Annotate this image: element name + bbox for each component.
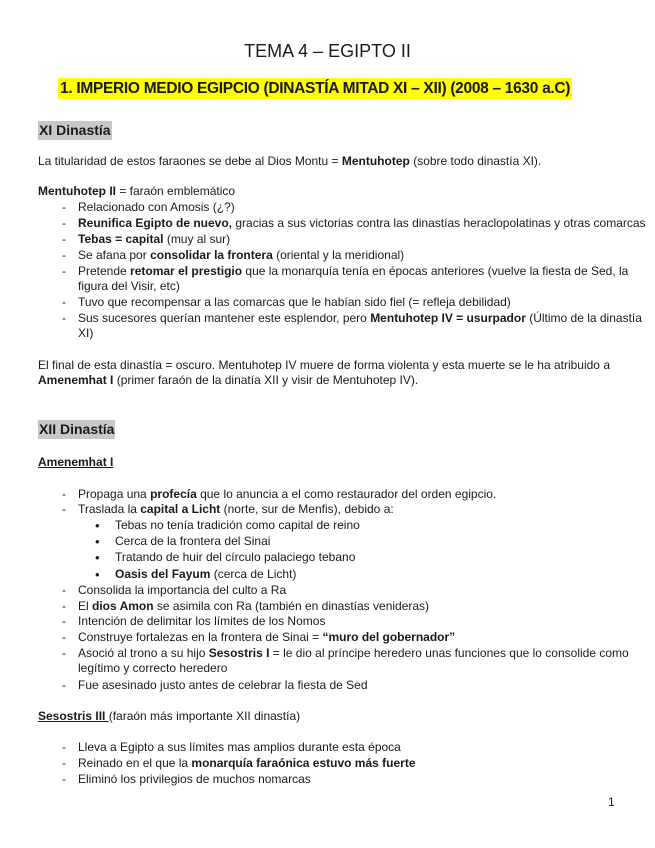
bullet-marker: • <box>95 550 100 565</box>
bullet-marker: • <box>95 567 100 582</box>
list-item: Propaga una profecía que lo anuncia a el como restaurador del orden egipcio. <box>78 487 497 501</box>
dash-marker: - <box>62 756 66 770</box>
dash-marker: - <box>62 630 66 644</box>
dash-marker: - <box>62 614 66 628</box>
dash-marker: - <box>62 232 66 246</box>
sesostris-iii-line: Sesostris III (faraón más importante XII dinastía) <box>38 709 301 723</box>
dash-marker: - <box>62 583 66 597</box>
document-title: TEMA 4 – EGIPTO II <box>244 41 411 61</box>
list-item: Asoció al trono a su hijo Sesostris I = le dio al príncipe heredero unas funciones que lo consolide como legítimo y correcto heredero <box>78 646 629 675</box>
sub-list-item: Oasis del Fayum (cerca de Licht) <box>115 567 297 581</box>
bullet-marker: • <box>95 518 100 533</box>
dash-marker: - <box>62 740 66 754</box>
dash-marker: - <box>62 502 66 516</box>
dash-marker: - <box>62 264 66 278</box>
list-item: Tebas = capital (muy al sur) <box>78 232 231 246</box>
xi-final-paragraph: El final de esta dinastía = oscuro. Mentuhotep IV muere de forma violenta y esta muerte se le ha atribuido a Amenemhat I (primer faraón de la dinatía XII y visir de Mentuhotep IV). <box>38 358 610 387</box>
dash-marker: - <box>62 646 66 660</box>
dash-marker: - <box>62 678 66 692</box>
list-item: Sus sucesores querían mantener este esplendor, pero Mentuhotep IV = usurpador (Último de la dinastía XI) <box>78 311 642 340</box>
dash-marker: - <box>62 311 66 325</box>
dash-marker: - <box>62 295 66 309</box>
mentuhotep-ii-line: Mentuhotep II = faraón emblemático <box>38 184 236 198</box>
dash-marker: - <box>62 772 66 786</box>
xi-dynasty-heading: XI Dinastía <box>39 122 111 138</box>
list-item: Tuvo que recompensar a las comarcas que le habían sido fiel (= refleja debilidad) <box>78 295 511 309</box>
xii-dynasty-heading: XII Dinastía <box>39 421 115 437</box>
list-item: Relacionado con Amosis (¿?) <box>78 200 235 214</box>
list-item: Pretende retomar el prestigio que la monarquía tenía en épocas anteriores (vuelve la fiesta de Sed, la figura del Visir, etc) <box>78 264 629 293</box>
dash-marker: - <box>62 487 66 501</box>
amenemhat-i-heading: Amenemhat I <box>38 455 114 469</box>
list-item: Lleva a Egipto a sus límites mas amplios durante esta época <box>78 740 401 754</box>
section-heading: 1. IMPERIO MEDIO EGIPCIO (DINASTÍA MITAD XI – XII) (2008 – 1630 a.C) <box>60 80 571 97</box>
xi-intro: La titularidad de estos faraones se debe al Dios Montu = Mentuhotep (sobre todo dinastía XI). <box>38 154 542 168</box>
list-item: Eliminó los privilegios de muchos nomarcas <box>78 772 311 786</box>
list-item: El dios Amon se asimila con Ra (también en dinastías venideras) <box>78 599 430 613</box>
list-item: Intención de delimitar los límites de los Nomos <box>78 614 326 628</box>
list-item: Reunifica Egipto de nuevo, gracias a sus victorias contra las dinastías heraclopolatinas y otras comarcas <box>78 216 646 230</box>
dash-marker: - <box>62 599 66 613</box>
page-number: 1 <box>608 795 615 809</box>
bullet-marker: • <box>95 534 100 549</box>
list-item: Consolida la importancia del culto a Ra <box>78 583 287 597</box>
dash-marker: - <box>62 200 66 214</box>
list-item: Se afana por consolidar la frontera (oriental y la meridional) <box>78 248 405 262</box>
list-item: Reinado en el que la monarquía faraónica estuvo más fuerte <box>78 756 416 770</box>
dash-marker: - <box>62 216 66 230</box>
sub-list-item: Cerca de la frontera del Sinai <box>115 534 271 548</box>
sub-list-item: Tratando de huir del círculo palaciego tebano <box>115 550 356 564</box>
list-item: Construye fortalezas en la frontera de Sinai = “muro del gobernador” <box>78 630 456 644</box>
list-item: Fue asesinado justo antes de celebrar la fiesta de Sed <box>78 678 368 692</box>
list-item: Traslada la capital a Licht (norte, sur de Menfis), debido a: <box>78 502 394 516</box>
dash-marker: - <box>62 248 66 262</box>
sub-list-item: Tebas no tenía tradición como capital de reino <box>115 518 360 532</box>
